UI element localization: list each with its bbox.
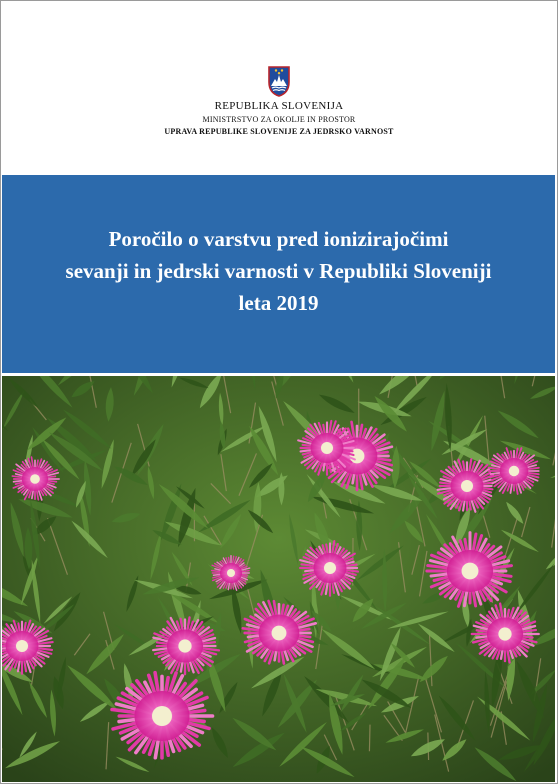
- title-band: [2, 175, 555, 373]
- country-name: REPUBLIKA SLOVENIJA: [214, 100, 344, 112]
- slovenian-coat-of-arms-icon: [267, 66, 291, 97]
- cover-header: [1, 1, 557, 175]
- cover-photo-ice-plant-flowers: [2, 376, 555, 782]
- report-title-line-1: Poročilo o varstvu pred ionizirajočimi: [108, 227, 449, 251]
- administration-name: UPRAVA REPUBLIKE SLOVENIJE ZA JEDRSKO VARNOST: [164, 127, 394, 136]
- ministry-name: MINISTRSTVO ZA OKOLJE IN PROSTOR: [202, 115, 356, 124]
- report-year: leta 2019: [238, 291, 319, 315]
- report-title-line-2: sevanji in jedrski varnosti v Republiki Sloveniji: [65, 259, 492, 283]
- flower-photo-illustration: [2, 376, 555, 782]
